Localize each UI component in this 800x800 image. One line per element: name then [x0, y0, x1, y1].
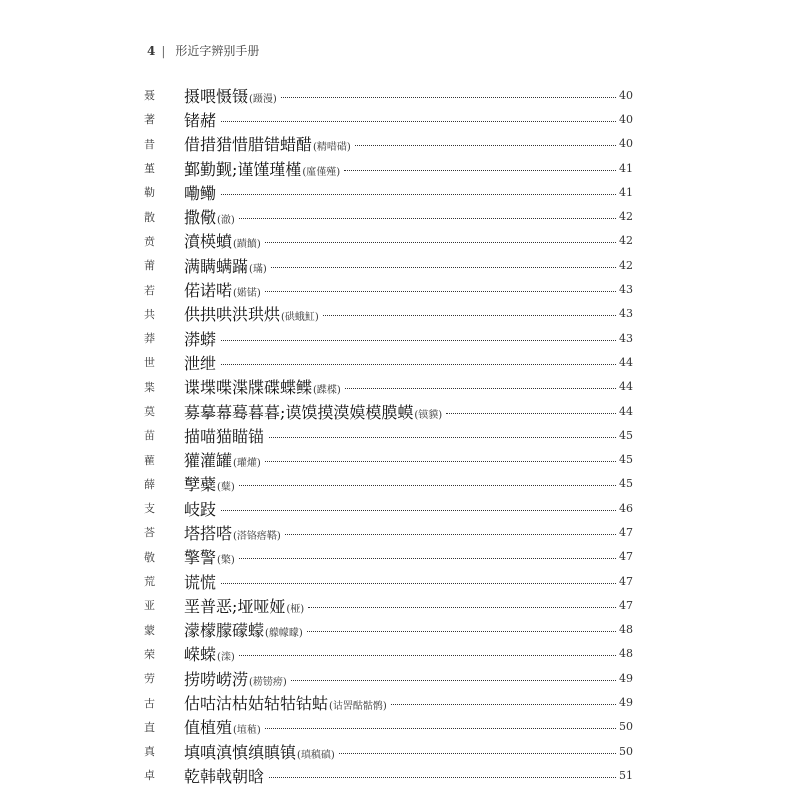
entry-line — [184, 497, 620, 520]
entry-line — [184, 108, 620, 131]
character-group: 摄喂慑镊 — [184, 86, 249, 106]
page-reference: 44 — [619, 380, 633, 394]
radical-label: 共 — [144, 307, 158, 321]
entry-line — [184, 132, 620, 155]
character-group: 估咕沽枯姑轱牯钴蛄 — [184, 694, 329, 714]
entry-line — [184, 254, 620, 277]
index-row — [0, 375, 800, 399]
radical-label: 莫 — [144, 405, 158, 418]
character-group: 孼蘗 — [184, 475, 217, 495]
page-reference: 42 — [619, 210, 633, 224]
character-group: 泄绁 — [184, 353, 217, 373]
page-reference: 45 — [619, 428, 633, 442]
page-reference: 43 — [619, 331, 633, 345]
radical-label: 枼 — [144, 380, 158, 394]
index-row — [0, 472, 800, 496]
radical-label: 古 — [144, 696, 158, 710]
radical-label: 若 — [144, 283, 158, 297]
dot-leader — [307, 631, 616, 632]
index-row — [0, 642, 800, 666]
index-row — [0, 253, 800, 277]
page-reference: 48 — [619, 623, 633, 637]
entry-line — [184, 545, 620, 568]
page-reference: 44 — [619, 355, 633, 369]
character-group: 塔搭嗒 — [184, 523, 233, 543]
dot-leader — [308, 607, 616, 608]
character-group: 擎警 — [184, 548, 217, 568]
radical-label: 亚 — [144, 599, 158, 613]
character-group: 偌诺喏 — [184, 281, 233, 301]
extra-characters-note: (精唶碏) — [313, 142, 351, 154]
radical-label: 贲 — [144, 234, 158, 248]
dot-leader — [269, 777, 616, 778]
index-row — [0, 229, 800, 253]
entry-line — [184, 642, 620, 665]
character-group: 谍堞喋渫牒碟蝶鲽 — [184, 378, 313, 398]
page-reference: 51 — [619, 768, 633, 782]
dot-leader — [291, 680, 616, 681]
character-group: 借措猎惜腊错蜡醋 — [184, 135, 313, 155]
radical-label: 昔 — [144, 137, 158, 151]
page-reference: 49 — [619, 671, 633, 685]
dot-leader — [239, 655, 616, 656]
index-row — [0, 399, 800, 423]
radical-label: 苗 — [144, 429, 158, 443]
entry-line — [184, 205, 620, 228]
radical-label: 荅 — [144, 526, 158, 540]
index-row — [0, 423, 800, 447]
entry-line — [184, 424, 620, 447]
radical-label: 真 — [144, 745, 158, 759]
radical-label: 世 — [144, 356, 158, 370]
entry-line — [184, 351, 620, 374]
dot-leader — [271, 267, 616, 268]
page-reference: 47 — [619, 550, 633, 564]
dot-leader — [355, 145, 616, 146]
character-group: 值植殖 — [184, 718, 233, 738]
index-row — [0, 107, 800, 131]
character-group: 满瞒螨蹣 — [184, 256, 249, 276]
extra-characters-note: (蹑漫) — [249, 93, 277, 105]
character-group: 乾韩戟朝晗 — [184, 766, 265, 786]
dot-leader — [391, 704, 616, 705]
dot-leader — [269, 437, 616, 438]
page-reference: 45 — [619, 453, 633, 467]
index-row — [0, 83, 800, 107]
index-row — [0, 520, 800, 544]
dot-leader — [323, 315, 616, 316]
index-row — [0, 204, 800, 228]
character-group: 濆楧蟦 — [184, 232, 233, 252]
dot-leader — [339, 753, 616, 754]
entry-line — [184, 84, 620, 107]
entry-line — [184, 691, 620, 714]
dot-leader — [265, 291, 616, 292]
character-group: 獾灌罐 — [184, 451, 233, 471]
radical-label: 敬 — [144, 550, 158, 564]
dot-leader — [446, 413, 616, 414]
character-group: 垩普恶;垭哑娅 — [184, 596, 286, 616]
entry-line — [184, 618, 620, 641]
page-reference: 47 — [619, 574, 633, 588]
index-row — [0, 277, 800, 301]
extra-characters-note: (诂罟酤骷鹘) — [329, 701, 387, 713]
page-reference: 41 — [619, 185, 633, 199]
character-group: 岐跂 — [184, 499, 217, 519]
header-separator: | — [161, 43, 166, 58]
page-reference: 50 — [619, 744, 633, 758]
entry-line — [184, 278, 620, 301]
page-reference: 45 — [619, 477, 633, 491]
index-row — [0, 132, 800, 156]
character-group: 锗赭 — [184, 110, 217, 130]
character-group: 供拱哄洪珙烘 — [184, 305, 281, 325]
radical-label: 聂 — [144, 89, 158, 103]
entry-line — [184, 715, 620, 738]
character-group: 漭蟒 — [184, 329, 217, 349]
index-row — [0, 763, 800, 787]
entry-line — [184, 400, 620, 423]
dot-leader — [265, 461, 616, 462]
entry-line — [184, 740, 620, 763]
page-reference: 43 — [619, 307, 633, 321]
character-group: 濛檬朦礞蠓 — [184, 621, 265, 641]
dot-leader — [239, 218, 616, 219]
radical-label: 荣 — [144, 647, 158, 661]
entry-line — [184, 570, 620, 593]
page-reference: 48 — [619, 647, 633, 661]
radical-label: 著 — [144, 113, 158, 127]
character-index-list — [0, 83, 800, 788]
dot-leader — [221, 121, 616, 122]
page-number: 4 — [147, 43, 156, 58]
entry-line — [184, 472, 620, 495]
radical-label: 直 — [144, 720, 158, 734]
dot-leader — [285, 534, 616, 535]
page-reference: 46 — [619, 501, 633, 515]
radical-label: 莆 — [144, 259, 158, 273]
index-row — [0, 569, 800, 593]
dot-leader — [344, 170, 616, 171]
page-reference: 47 — [619, 525, 633, 539]
dot-leader — [265, 242, 616, 243]
entry-line — [184, 764, 620, 787]
extra-characters-note: (蹟饙) — [233, 239, 261, 251]
radical-label: 莽 — [144, 332, 158, 346]
radical-label: 堇 — [144, 162, 158, 176]
book-title: 形近字辨别手册 — [175, 44, 260, 58]
page-reference: 40 — [619, 112, 633, 126]
radical-label: 支 — [144, 502, 158, 516]
entry-line — [184, 229, 620, 252]
entry-line — [184, 521, 620, 544]
extra-characters-note: (埴稙) — [233, 725, 261, 737]
character-group: 募摹幕蓦暮暮;谟馍摸漠嫫模膜蟆 — [184, 402, 414, 422]
dot-leader — [221, 194, 616, 195]
extra-characters-note: (镆貘) — [414, 409, 443, 421]
index-row — [0, 156, 800, 180]
entry-line — [184, 181, 620, 204]
radical-label: 荒 — [144, 575, 158, 589]
dot-leader — [221, 364, 616, 365]
radical-label: 散 — [144, 210, 158, 224]
index-row — [0, 180, 800, 204]
index-row — [0, 690, 800, 714]
extra-characters-note: (瓘爟) — [233, 458, 261, 470]
character-group: 填嗔滇慎缜瞋镇 — [184, 742, 297, 762]
radical-label: 薛 — [144, 477, 158, 491]
extra-characters-note: (婼锘) — [233, 288, 261, 300]
index-row — [0, 545, 800, 569]
index-row — [0, 350, 800, 374]
running-head — [147, 42, 259, 59]
extra-characters-note: (廑僅殣) — [302, 166, 341, 178]
entry-line — [184, 302, 620, 325]
extra-characters-note: (糵) — [217, 482, 235, 494]
index-row — [0, 496, 800, 520]
page-reference: 42 — [619, 258, 633, 272]
page-reference: 41 — [619, 161, 633, 175]
extra-characters-note: (硔蛾魟) — [281, 312, 319, 324]
entry-line — [184, 448, 620, 471]
extra-characters-note: (耢铹痨) — [249, 676, 287, 688]
dot-leader — [221, 340, 616, 341]
character-group: 撒儆 — [184, 208, 217, 228]
extra-characters-note: (艨幪矇) — [265, 628, 303, 640]
page-reference: 47 — [619, 598, 633, 612]
index-row — [0, 618, 800, 642]
entry-line — [184, 667, 620, 690]
dot-leader — [239, 558, 616, 559]
index-row — [0, 739, 800, 763]
radical-label: 蒙 — [144, 623, 158, 637]
index-row — [0, 302, 800, 326]
page-reference: 50 — [619, 720, 633, 734]
dot-leader — [345, 388, 616, 389]
extra-characters-note: (璊) — [249, 263, 267, 275]
radical-label: 卓 — [144, 769, 158, 783]
radical-label: 雚 — [144, 453, 158, 467]
character-group: 谎慌 — [184, 572, 217, 592]
extra-characters-note: (瑱稹磌) — [297, 749, 335, 761]
extra-characters-note: (澈) — [217, 215, 235, 227]
extra-characters-note: (蹀楪) — [313, 385, 341, 397]
radical-label: 勒 — [144, 186, 158, 200]
dot-leader — [265, 728, 616, 729]
page-reference: 43 — [619, 283, 633, 297]
extra-characters-note: (桠) — [286, 603, 305, 615]
character-group: 嘞鳓 — [184, 183, 217, 203]
radical-label: 劳 — [144, 672, 158, 686]
index-row — [0, 666, 800, 690]
page-reference: 40 — [619, 137, 633, 151]
dot-leader — [239, 485, 616, 486]
character-group: 嵘蝾 — [184, 645, 217, 665]
page-reference: 44 — [619, 404, 633, 418]
character-group: 捞唠崂涝 — [184, 669, 249, 689]
index-row — [0, 447, 800, 471]
dot-leader — [221, 510, 616, 511]
extra-characters-note: (滦) — [217, 652, 235, 664]
character-group: 描喵猫瞄锚 — [184, 426, 265, 446]
extra-characters-note: (溚铬瘩鞳) — [233, 530, 281, 542]
character-group: 鄞勤觐;谨馑瑾槿 — [184, 159, 302, 179]
page-reference: 49 — [619, 696, 633, 710]
dot-leader — [221, 583, 616, 584]
extra-characters-note: (檠) — [217, 555, 235, 567]
index-row — [0, 326, 800, 350]
entry-line — [184, 375, 620, 398]
index-row — [0, 593, 800, 617]
dot-leader — [281, 97, 616, 98]
page-reference: 42 — [619, 234, 633, 248]
index-row — [0, 715, 800, 739]
entry-line — [184, 157, 620, 180]
entry-line — [184, 327, 620, 350]
entry-line — [184, 594, 620, 617]
page-reference: 40 — [619, 88, 633, 102]
